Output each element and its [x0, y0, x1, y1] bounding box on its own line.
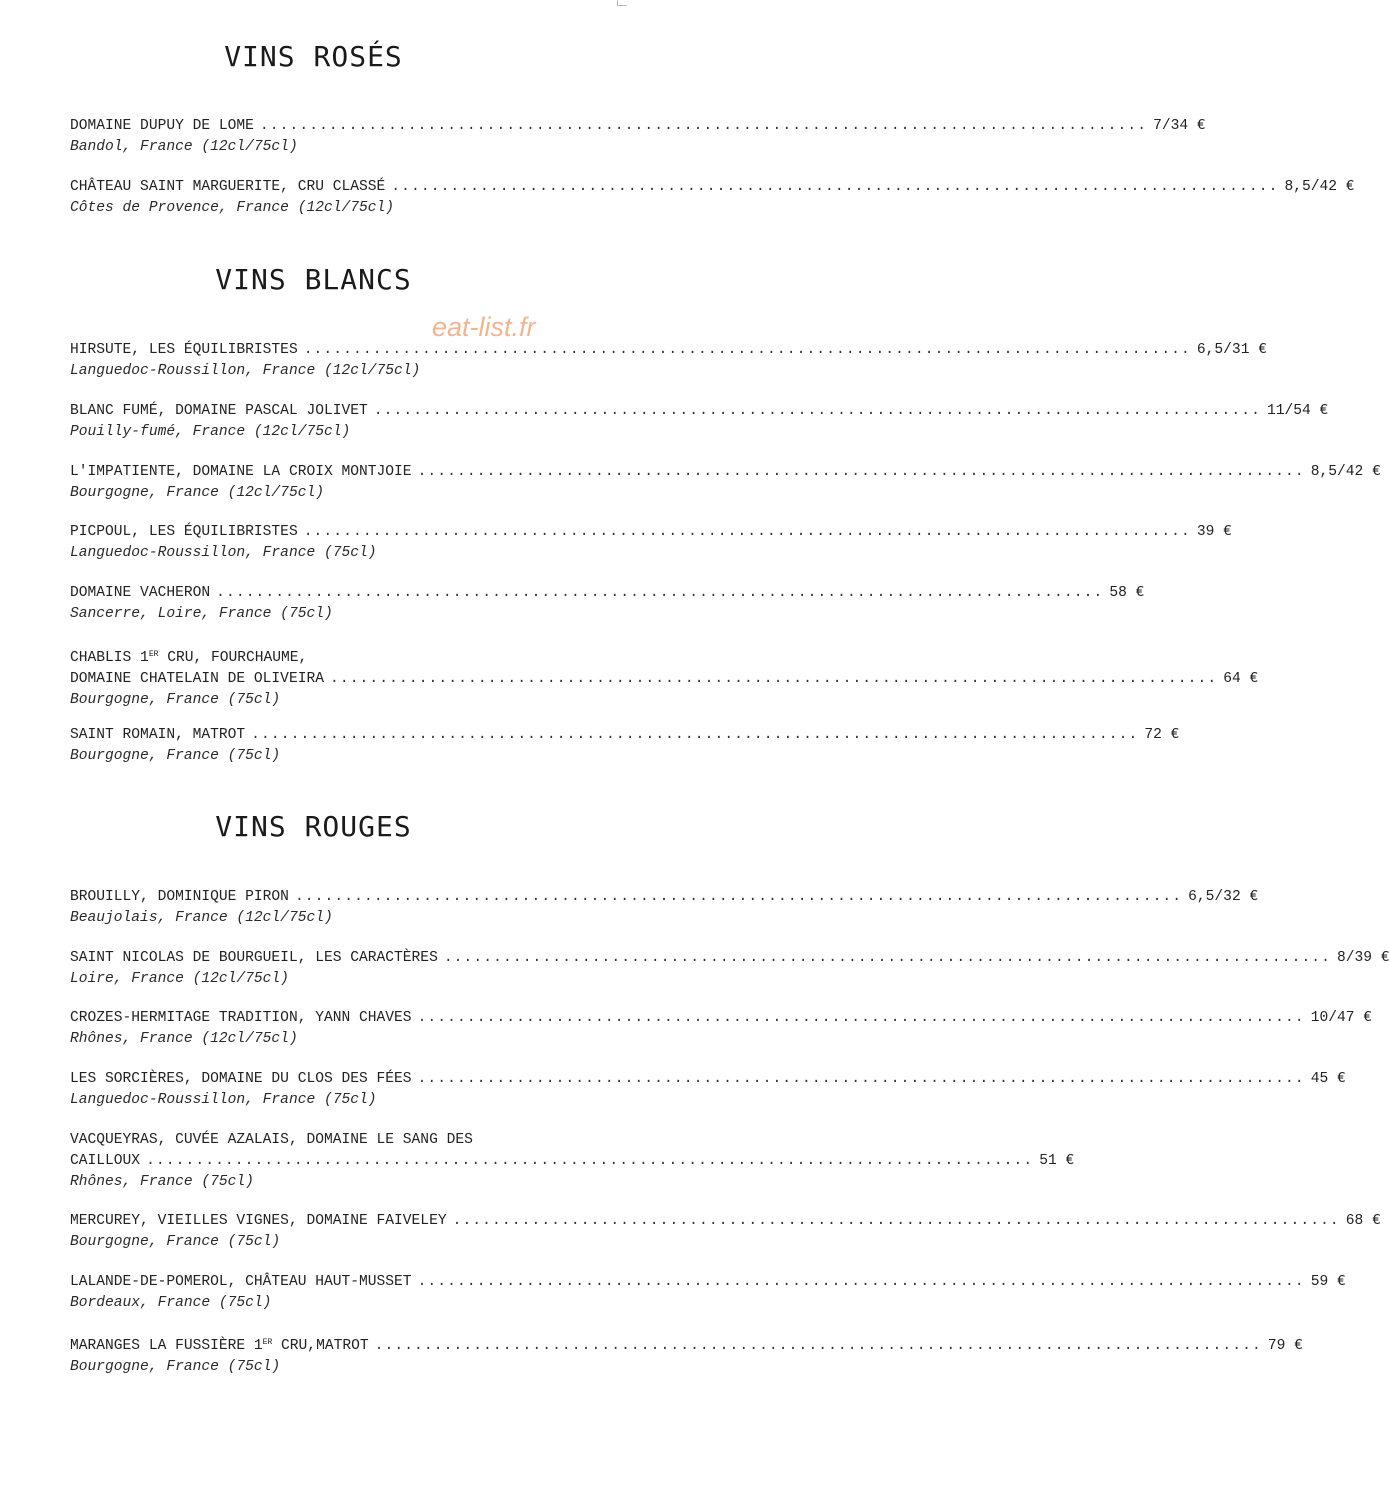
wine-item — [70, 340, 1267, 382]
wine-item — [70, 725, 1180, 767]
leader-dots: .......................................................................................... — [303, 524, 1191, 540]
wine-name-line1: VACQUEYRAS, CUVÉE AZALAIS, DOMAINE LE SANG DES — [70, 1132, 473, 1148]
wine-item — [70, 1332, 1303, 1378]
wine-name: SAINT NICOLAS DE BOURGUEIL, LES CARACTÈRES — [70, 950, 438, 966]
wine-origin: Pouilly-fumé, France (12cl/75cl) — [70, 424, 351, 440]
wine-origin: Languedoc-Roussillon, France (75cl) — [70, 1092, 377, 1108]
wine-name: BLANC FUMÉ, DOMAINE PASCAL JOLIVET — [70, 403, 368, 419]
wine-origin: Bandol, France (12cl/75cl) — [70, 139, 298, 155]
wine-item — [70, 887, 1259, 929]
leader-dots: .......................................................................................... — [391, 179, 1279, 195]
scrollbar-corner[interactable] — [617, 0, 627, 6]
wine-price: 8,5/42 € — [1310, 464, 1381, 480]
wine-name-line1-rest: CRU, FOURCHAUME, — [158, 650, 308, 666]
wine-name: CHÂTEAU SAINT MARGUERITE, CRU CLASSÉ — [70, 179, 386, 195]
wine-price: 58 € — [1109, 585, 1145, 601]
wine-name: LES SORCIÈRES, DOMAINE DU CLOS DES FÉES — [70, 1071, 412, 1087]
wine-price: 6,5/32 € — [1188, 889, 1259, 905]
leader-dots: .......................................................................................... — [443, 950, 1332, 966]
wine-name: CROZES-HERMITAGE TRADITION, YANN CHAVES — [70, 1010, 412, 1026]
wine-name: BROUILLY, DOMINIQUE PIRON — [70, 889, 289, 905]
section-title-blancs: VINS BLANCS — [215, 263, 412, 296]
wine-name-part: CRU,MATROT — [272, 1338, 369, 1354]
leader-dots: .......................................................................................... — [294, 889, 1183, 905]
wine-name: MERCUREY, VIEILLES VIGNES, DOMAINE FAIVELEY — [70, 1213, 447, 1229]
wine-item — [70, 116, 1206, 158]
superscript: ER — [262, 1338, 273, 1347]
leader-dots: .......................................................................................... — [452, 1213, 1340, 1229]
leader-dots: .......................................................................................... — [259, 118, 1148, 134]
leader-dots: .......................................................................................... — [373, 403, 1261, 419]
wine-origin: Bourgogne, France (75cl) — [70, 748, 281, 764]
wine-origin: Sancerre, Loire, France (75cl) — [70, 606, 333, 622]
wine-item — [70, 644, 1259, 711]
wine-price: 64 € — [1223, 671, 1259, 687]
wine-name: CAILLOUX — [70, 1153, 141, 1169]
wine-price: 68 € — [1345, 1213, 1381, 1229]
wine-name: DOMAINE DUPUY DE LOME — [70, 118, 254, 134]
leader-dots: .......................................................................................... — [417, 1274, 1305, 1290]
wine-origin: Bourgogne, France (75cl) — [70, 692, 281, 708]
leader-dots: .......................................................................................... — [216, 585, 1104, 601]
wine-origin: Bordeaux, France (75cl) — [70, 1295, 272, 1311]
wine-item — [70, 522, 1232, 564]
wine-origin: Rhônes, France (75cl) — [70, 1174, 254, 1190]
wine-item — [70, 1211, 1381, 1253]
superscript: ER — [148, 650, 159, 659]
wine-origin: Languedoc-Roussillon, France (75cl) — [70, 545, 377, 561]
leader-dots: .......................................................................................... — [329, 671, 1218, 687]
wine-origin: Bourgogne, France (12cl/75cl) — [70, 485, 324, 501]
wine-origin: Rhônes, France (12cl/75cl) — [70, 1031, 298, 1047]
wine-origin: Côtes de Provence, France (12cl/75cl) — [70, 200, 395, 216]
wine-origin: Bourgogne, France (75cl) — [70, 1359, 281, 1375]
wine-name: DOMAINE CHATELAIN DE OLIVEIRA — [70, 671, 324, 687]
wine-price: 51 € — [1039, 1153, 1075, 1169]
wine-name: L'IMPATIENTE, DOMAINE LA CROIX MONTJOIE — [70, 464, 412, 480]
section-title-roses: VINS ROSÉS — [224, 40, 403, 73]
wine-origin: Languedoc-Roussillon, France (12cl/75cl) — [70, 363, 421, 379]
wine-price: 39 € — [1196, 524, 1232, 540]
wine-name: SAINT ROMAIN, MATROT — [70, 727, 246, 743]
wine-origin: Bourgogne, France (75cl) — [70, 1234, 281, 1250]
wine-price: 11/54 € — [1266, 403, 1329, 419]
wine-name-line1: CHABLIS 1 — [70, 650, 149, 666]
wine-price: 72 € — [1144, 727, 1180, 743]
wine-price: 45 € — [1310, 1071, 1346, 1087]
wine-price: 79 € — [1267, 1338, 1303, 1354]
leader-dots: .......................................................................................... — [146, 1153, 1034, 1169]
leader-dots: .......................................................................................... — [417, 1071, 1305, 1087]
wine-item — [70, 177, 1355, 219]
watermark-logo: eat-list.fr — [432, 312, 536, 342]
wine-item — [70, 1272, 1346, 1314]
wine-item — [70, 583, 1145, 625]
wine-item — [70, 1069, 1346, 1111]
leader-dots: .......................................................................................... — [417, 464, 1305, 480]
wine-price: 8/39 € — [1337, 950, 1390, 966]
wine-item — [70, 948, 1390, 990]
wine-origin: Loire, France (12cl/75cl) — [70, 971, 289, 987]
leader-dots: .......................................................................................... — [303, 342, 1191, 358]
wine-name — [70, 1332, 369, 1357]
wine-name: DOMAINE VACHERON — [70, 585, 211, 601]
wine-price: 6,5/31 € — [1196, 342, 1267, 358]
wine-item — [70, 1130, 1075, 1193]
wine-price: 10/47 € — [1310, 1010, 1373, 1026]
wine-item — [70, 1008, 1373, 1050]
wine-name-part: MARANGES LA FUSSIÈRE 1 — [70, 1338, 263, 1354]
wine-price: 8,5/42 € — [1284, 179, 1355, 195]
wine-origin: Beaujolais, France (12cl/75cl) — [70, 910, 333, 926]
section-title-rouges: VINS ROUGES — [215, 810, 412, 843]
wine-item — [70, 462, 1381, 504]
wine-name: LALANDE-DE-POMEROL, CHÂTEAU HAUT-MUSSET — [70, 1274, 412, 1290]
wine-price: 59 € — [1310, 1274, 1346, 1290]
wine-name: PICPOUL, LES ÉQUILIBRISTES — [70, 524, 298, 540]
wine-name: HIRSUTE, LES ÉQUILIBRISTES — [70, 342, 298, 358]
wine-price: 7/34 € — [1153, 118, 1206, 134]
leader-dots: .......................................................................................... — [374, 1338, 1262, 1354]
leader-dots: .......................................................................................... — [251, 727, 1139, 743]
leader-dots: .......................................................................................... — [417, 1010, 1305, 1026]
wine-item — [70, 401, 1329, 443]
